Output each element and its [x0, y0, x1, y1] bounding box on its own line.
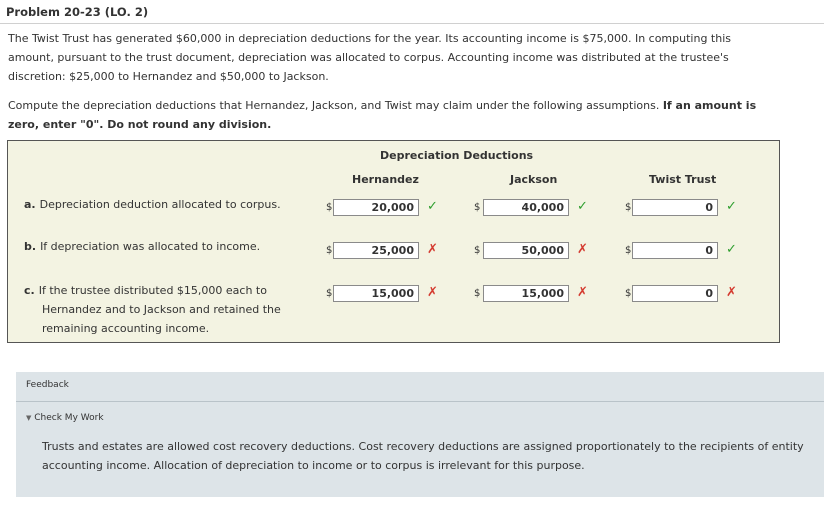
description-line-3: discretion: $25,000 to Hernandez and $50,000 to Jackson.: [8, 70, 329, 83]
problem-title: Problem 20-23 (LO. 2): [6, 5, 149, 19]
row-b-hernandez-input[interactable]: 25,000: [333, 242, 419, 259]
row-c-hernandez-dollar: $: [326, 288, 333, 299]
row-b-label: [24, 237, 260, 256]
triangle-down-icon: ▼: [26, 414, 32, 422]
row-c-twist-input[interactable]: 0: [632, 285, 718, 302]
row-b-jackson-input[interactable]: 50,000: [483, 242, 569, 259]
instruction-bold-1: If an amount is: [662, 99, 757, 112]
row-a-jackson-check-icon: ✓: [577, 199, 588, 214]
instruction-bold-2: zero, enter "0". Do not round any division.: [8, 118, 272, 131]
row-a-hernandez-dollar: $: [326, 202, 333, 213]
feedback-label: Feedback: [26, 380, 69, 390]
row-a-text: Depreciation deduction allocated to corpus.: [39, 198, 281, 211]
problem-instructions: [8, 96, 808, 134]
problem-description: [8, 29, 808, 86]
row-c-hernandez-input[interactable]: 15,000: [333, 285, 419, 302]
row-a-twist-check-icon: ✓: [726, 199, 737, 214]
row-c-text-line-3: remaining accounting income.: [42, 322, 210, 335]
feedback-text: [42, 437, 812, 475]
check-my-work-label: Check My Work: [34, 413, 104, 423]
description-line-2: amount, pursuant to the trust document, depreciation was allocated to corpus. Accounting income was distributed at the trustee's: [8, 51, 729, 64]
row-b-text: If depreciation was allocated to income.: [40, 240, 261, 253]
feedback-text-line-2: accounting income. Allocation of depreciation to income or to corpus is irrelevant for this purpose.: [42, 459, 585, 472]
row-c-jackson-cross-icon: ✗: [577, 285, 588, 300]
description-line-1: The Twist Trust has generated $60,000 in depreciation deductions for the year. Its accounting income is $75,000. In computing this: [8, 32, 731, 45]
row-b-hernandez-dollar: $: [326, 245, 333, 256]
row-a-jackson-dollar: $: [474, 202, 481, 213]
row-a-label: [24, 195, 281, 214]
column-header-hernandez: Hernandez: [352, 173, 419, 186]
row-b-hernandez-cross-icon: ✗: [427, 242, 438, 257]
row-b-twist-input[interactable]: 0: [632, 242, 718, 259]
row-b-twist-check-icon: ✓: [726, 242, 737, 257]
row-c-hernandez-cross-icon: ✗: [427, 285, 438, 300]
row-b-jackson-dollar: $: [474, 245, 481, 256]
row-c-jackson-dollar: $: [474, 288, 481, 299]
row-a-letter: a.: [24, 198, 36, 211]
row-a-hernandez-check-icon: ✓: [427, 199, 438, 214]
feedback-divider: [16, 401, 824, 402]
feedback-text-line-1: Trusts and estates are allowed cost recovery deductions. Cost recovery deductions are assigned proportionately to the recipients of entity: [42, 440, 804, 453]
row-c-text-line-2: Hernandez and to Jackson and retained the: [42, 303, 281, 316]
feedback-panel: [16, 372, 824, 497]
group-header: Depreciation Deductions: [380, 149, 534, 162]
row-b-twist-dollar: $: [625, 245, 632, 256]
row-c-twist-cross-icon: ✗: [726, 285, 737, 300]
column-header-twist-trust: Twist Trust: [649, 173, 717, 186]
title-divider: [0, 23, 824, 24]
row-a-twist-dollar: $: [625, 202, 632, 213]
row-c-twist-dollar: $: [625, 288, 632, 299]
row-b-letter: b.: [24, 240, 37, 253]
row-b-jackson-cross-icon: ✗: [577, 242, 588, 257]
row-c-letter: c.: [24, 284, 35, 297]
row-c-label: [24, 281, 281, 338]
row-c-text-line-1: If the trustee distributed $15,000 each to: [38, 284, 267, 297]
column-header-jackson: Jackson: [510, 173, 558, 186]
check-my-work-toggle[interactable]: [26, 413, 104, 423]
instruction-text: Compute the depreciation deductions that Hernandez, Jackson, and Twist may claim under the following assumptions.: [8, 99, 660, 112]
row-c-jackson-input[interactable]: 15,000: [483, 285, 569, 302]
row-a-hernandez-input[interactable]: 20,000: [333, 199, 419, 216]
row-a-twist-input[interactable]: 0: [632, 199, 718, 216]
row-a-jackson-input[interactable]: 40,000: [483, 199, 569, 216]
